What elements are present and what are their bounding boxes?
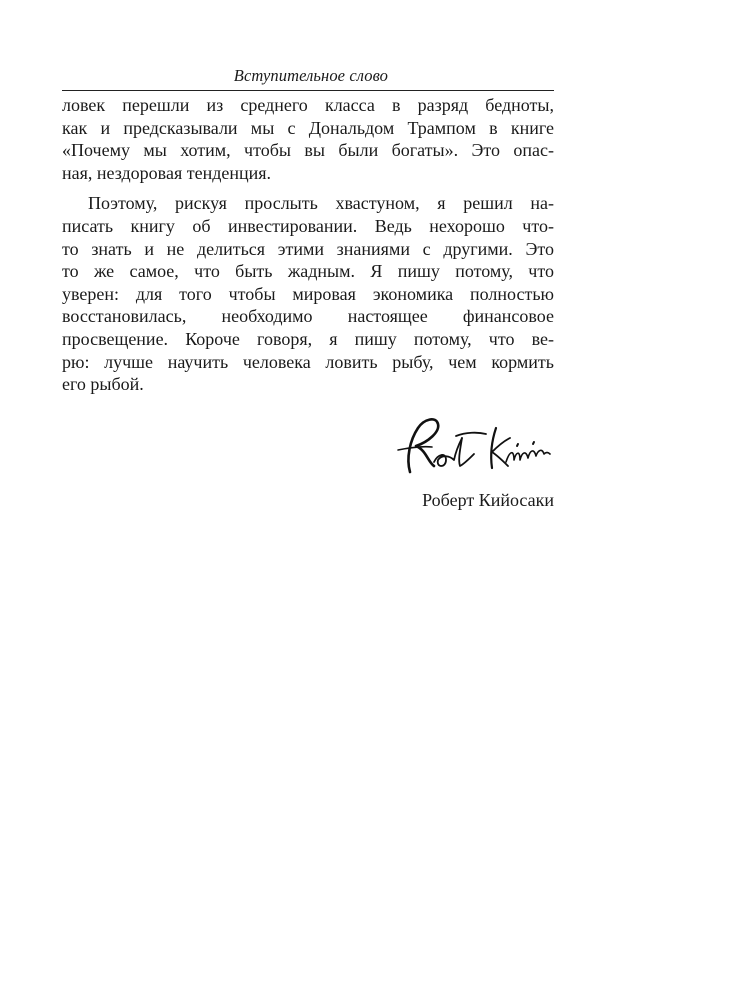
text-line: его рыбой. <box>62 374 144 395</box>
running-head-title: Вступительное слово <box>233 66 388 85</box>
handwritten-signature <box>388 410 556 486</box>
text-line: то знать и не делиться этими знаниями с другими. Это <box>62 238 554 259</box>
text-line: «Почему мы хотим, чтобы вы были богаты». Это опас- <box>62 140 554 161</box>
running-head <box>62 60 554 91</box>
text-line: рю: лучше научить человека ловить рыбу, чем кормить <box>62 351 554 372</box>
text-line: то же самое, что быть жадным. Я пишу потому, что <box>62 261 554 282</box>
signature-author-name: Роберт Кийосаки <box>422 490 554 510</box>
text-line: ловек перешли из среднего класса в разряд бедноты, <box>62 95 554 115</box>
text-line: просвещение. Короче говоря, я пишу потому, что ве- <box>62 328 554 349</box>
paragraph-1 <box>62 94 554 184</box>
paragraph-gap <box>62 184 554 192</box>
text-line: Поэтому, рискуя прослыть хвастуном, я решил на- <box>88 193 554 214</box>
text-line: писать книгу об инвестировании. Ведь нехорошо что- <box>62 215 554 236</box>
text-line: ная, нездоровая тенденция. <box>62 162 272 183</box>
paragraph-2 <box>62 192 554 395</box>
text-line: уверен: для того чтобы мировая экономика полностью <box>62 283 554 304</box>
text-line: восстановилась, необходимо настоящее финансовое <box>62 306 554 327</box>
body-text <box>62 94 554 396</box>
text-line: как и предсказывали мы с Дональдом Трампом в книге <box>62 117 554 138</box>
